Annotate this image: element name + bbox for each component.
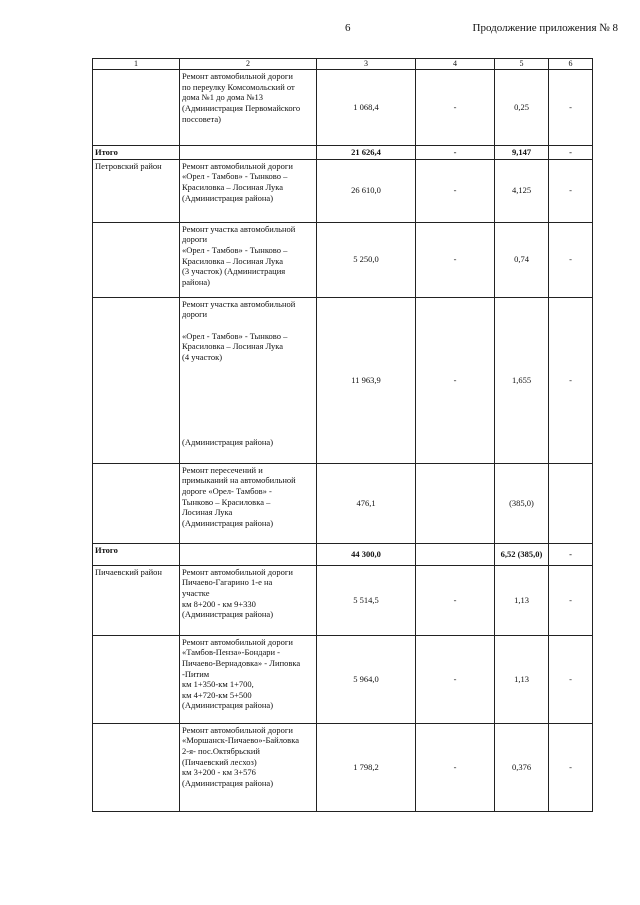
value-cell-c6: - (549, 222, 593, 297)
work-description-line: «Моршанск-Пичаево»-Байловка (182, 735, 299, 746)
work-description-line: Пичаево-Гагарино 1-е на (182, 577, 273, 588)
value-cell-c6: - (549, 635, 593, 723)
value-cell-c6: - (549, 297, 593, 463)
work-description-line (182, 405, 314, 416)
work-description-line: (Администрация района) (182, 517, 274, 528)
value-cell-c3: 1 798,2 (317, 723, 416, 811)
value-cell-c5: 9,147 (495, 146, 549, 160)
road-repair-table (92, 58, 593, 812)
work-description-line (182, 362, 314, 373)
work-description-line: км 8+200 - км 9+330 (182, 598, 256, 609)
value-cell-c3: 5 964,0 (317, 635, 416, 723)
value-cell-c3: 5 514,5 (317, 565, 416, 635)
value-cell-c6: - (549, 159, 593, 222)
work-description-line: (Пичаевский лесхоз) (182, 756, 257, 767)
work-description-cell (180, 463, 317, 543)
value-cell-c5: 0,25 (495, 70, 549, 146)
district-cell (93, 635, 180, 723)
total-row (93, 543, 593, 565)
value-cell-c3: 1 068,4 (317, 70, 416, 146)
work-description-cell (180, 297, 317, 463)
column-number-cell: 1 (93, 59, 180, 70)
work-description-line: Ремонт участка автомобильной (182, 223, 296, 234)
column-number-cell: 3 (317, 59, 416, 70)
work-description-line: примыканий на автомобильной (182, 475, 296, 486)
table-row (93, 723, 593, 811)
work-description-line: (Администрация района) (182, 192, 274, 203)
work-description-line: дома №1 до дома №13 (182, 92, 264, 103)
value-cell-c5: 1,13 (495, 635, 549, 723)
work-description-line: участке (182, 587, 210, 598)
work-description-line: Ремонт автомобильной дороги (182, 160, 293, 171)
page-number: 6 (345, 22, 351, 34)
work-description-line: (3 участок) (Администрация (182, 266, 286, 277)
district-cell (93, 463, 180, 543)
column-number-cell: 6 (549, 59, 593, 70)
value-cell-c4: - (416, 159, 495, 222)
table-row (93, 159, 593, 222)
value-cell-c5: (385,0) (495, 463, 549, 543)
work-description-cell (180, 635, 317, 723)
table-row (93, 70, 593, 146)
work-description-line: (4 участок) (182, 351, 223, 362)
value-cell-c5: 1,655 (495, 297, 549, 463)
value-cell-c4: - (416, 297, 495, 463)
work-description-cell (180, 565, 317, 635)
work-description-line: Лосиная Лука (182, 507, 233, 518)
work-description-line: «Тамбов-Пенза»-Бондари - (182, 647, 281, 658)
total-label: Итого (93, 543, 180, 565)
district-cell (93, 222, 180, 297)
value-cell-c5: 1,13 (495, 565, 549, 635)
work-description-line: Ремонт пересечений и (182, 464, 263, 475)
district-cell (93, 297, 180, 463)
value-cell-c3: 476,1 (317, 463, 416, 543)
work-description-line: Ремонт участка автомобильной (182, 298, 296, 309)
work-description-line: (Администрация района) (182, 609, 274, 620)
work-description-line: (Администрация района) (182, 436, 274, 447)
work-description-line: км 3+200 - км 3+576 (182, 767, 256, 778)
value-cell-c6: - (549, 565, 593, 635)
work-description-line: Ремонт автомобильной дороги (182, 636, 293, 647)
work-description-line: (Администрация района) (182, 777, 274, 788)
value-cell-c5: 4,125 (495, 159, 549, 222)
work-description-cell (180, 159, 317, 222)
work-description-line (182, 426, 314, 437)
work-description-line: Ремонт автомобильной дороги (182, 71, 293, 81)
work-description-cell (180, 222, 317, 297)
total-row (93, 146, 593, 160)
value-cell-c4: - (416, 222, 495, 297)
total-label: Итого (93, 146, 180, 160)
table-row (93, 222, 593, 297)
value-cell-c3: 5 250,0 (317, 222, 416, 297)
work-description-line: (Администрация Первомайского (182, 102, 301, 113)
value-cell-c4: - (416, 565, 495, 635)
value-cell-c3: 11 963,9 (317, 297, 416, 463)
work-description-line: района) (182, 276, 210, 287)
column-number-row (93, 59, 593, 70)
work-description-line: дороге «Орел- Тамбов» - (182, 485, 272, 496)
value-cell-c6: - (549, 70, 593, 146)
work-description-line (182, 373, 314, 384)
work-description-cell (180, 723, 317, 811)
value-cell-c6: - (549, 723, 593, 811)
value-cell-c5: 6,52 (385,0) (495, 543, 549, 565)
work-description-line: -Питим (182, 668, 210, 679)
value-cell-c4 (416, 543, 495, 565)
value-cell-c3: 21 626,4 (317, 146, 416, 160)
value-cell-c6: - (549, 543, 593, 565)
column-number-cell: 5 (495, 59, 549, 70)
table-row (93, 463, 593, 543)
value-cell-c6: - (549, 146, 593, 160)
work-description-line: 2-я- пос.Октябрьский (182, 745, 260, 756)
work-description-line: «Орел - Тамбов» - Тынково – (182, 244, 288, 255)
value-cell-c4 (416, 463, 495, 543)
appendix-continuation-label: Продолжение приложения № 8 (472, 22, 618, 34)
work-description-line: км 1+350-км 1+700, (182, 679, 254, 690)
value-cell-c3: 26 610,0 (317, 159, 416, 222)
work-description-line: дороги (182, 309, 208, 320)
district-cell (93, 723, 180, 811)
work-description-cell (180, 70, 317, 146)
value-cell-c4: - (416, 146, 495, 160)
value-cell-c5: 0,376 (495, 723, 549, 811)
work-description-cell (180, 543, 317, 565)
work-description-line: Красиловка – Лосиная Лука (182, 255, 284, 266)
district-cell (93, 70, 180, 146)
work-description-line: «Орел - Тамбов» - Тынково – (182, 330, 288, 341)
work-description-line: «Орел - Тамбов» - Тынково – (182, 171, 288, 182)
work-description-line: (Администрация района) (182, 700, 274, 711)
work-description-line: Красиловка – Лосиная Лука (182, 181, 284, 192)
work-description-line: Пичаево-Вернадовка» - Липовка (182, 657, 301, 668)
work-description-cell (180, 146, 317, 160)
work-description-line (182, 416, 314, 427)
work-description-line (182, 394, 314, 405)
work-description-line: дороги (182, 234, 208, 245)
work-description-line: Красиловка – Лосиная Лука (182, 341, 284, 352)
work-description-line: по переулку Комсомольский от (182, 81, 295, 92)
table-row (93, 297, 593, 463)
table-row (93, 565, 593, 635)
work-description-line: км 4+720-км 5+500 (182, 689, 252, 700)
column-number-cell: 4 (416, 59, 495, 70)
value-cell-c6 (549, 463, 593, 543)
value-cell-c5: 0,74 (495, 222, 549, 297)
work-description-line: поссовета) (182, 113, 221, 124)
value-cell-c3: 44 300,0 (317, 543, 416, 565)
column-number-cell: 2 (180, 59, 317, 70)
district-cell: Петровский район (93, 159, 180, 222)
work-description-line: Ремонт автомобильной дороги (182, 566, 293, 577)
district-cell: Пичаевский район (93, 565, 180, 635)
work-description-line (182, 320, 314, 331)
value-cell-c4: - (416, 723, 495, 811)
work-description-line: Тынково – Красиловка – (182, 496, 271, 507)
value-cell-c4: - (416, 635, 495, 723)
value-cell-c4: - (416, 70, 495, 146)
work-description-line: Ремонт автомобильной дороги (182, 724, 293, 735)
table-row (93, 635, 593, 723)
work-description-line (182, 384, 314, 395)
